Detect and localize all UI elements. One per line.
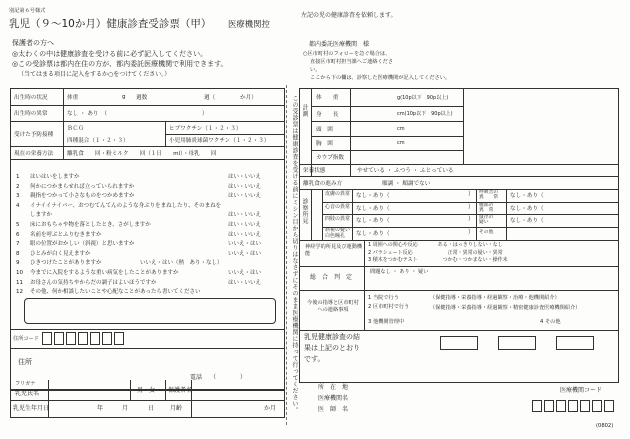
question-number: 5 [16, 222, 20, 228]
exam-side-label: 呼吸音の 異 常 [479, 189, 499, 200]
postal-digit-box[interactable] [42, 332, 52, 345]
exam-item-label: 斜視の疑い 白色瞳孔 [325, 227, 351, 239]
measure-label: 頭 囲 [316, 126, 333, 133]
birth-status-label: 出生時の状況 [14, 95, 48, 101]
child-sex[interactable]: 男・女 [137, 387, 156, 394]
measure-label: カウプ指数 [316, 155, 344, 161]
dob-label: 乳児生年月日 [13, 405, 50, 412]
postal-code-label: 住所コード [13, 336, 39, 342]
guardian-note-3: （当てはまる項目に記入をするか○をつけてください。） [18, 71, 171, 78]
vaccine-dtp[interactable]: 四種混合（１・２・３） [67, 138, 129, 144]
result-line-2: 果は上記のとおり [304, 344, 360, 352]
exam-item-label: 心音の異常 [325, 204, 351, 211]
birth-weight-unit: g [122, 94, 126, 100]
clinic-code-digit-box[interactable] [604, 400, 614, 412]
paren-close: ） [468, 191, 475, 198]
question-text: しますか [30, 212, 53, 219]
follow-note-1: ○区市町村のフォローを急ぐ場合は、 [303, 51, 391, 57]
postal-digit-box[interactable] [102, 332, 112, 345]
question-answer[interactable]: はい・いいえ [228, 212, 262, 219]
exam-side-label: 鼠径の 疑い [479, 214, 494, 225]
birth-abnormal-label: 出生時の異常 [14, 111, 48, 117]
question-text: 何かにつかまらせれば立っていられますか [30, 183, 135, 190]
phone-value[interactable]: （ ） [210, 374, 247, 381]
guidance-opt-2[interactable]: 2 区市町村で行う [368, 304, 410, 310]
guidance-opt-1[interactable]: 1 当院で行う [368, 295, 399, 301]
vaccine-bcg[interactable]: ＢＣＧ [67, 125, 84, 132]
question-text: ひきつけたことがありますか いいえ・はい（熱 あり・なし） [30, 260, 223, 267]
neuro-line[interactable]: 3 積木をつかむテスト つかむ・つかまない・操作未 [368, 257, 508, 263]
guardian-name-label: 保護者名 [168, 387, 193, 394]
phone-label: 電話 [190, 374, 203, 381]
question-text: その他、何か相談したいことや心配なことがあったら書いてください [30, 289, 201, 296]
clinic-code-label: 医療機関コード [560, 387, 603, 394]
measure-label: 胸 囲 [316, 141, 333, 147]
exam-side-value[interactable]: なし・あり（ [510, 193, 544, 199]
postal-digit-box[interactable] [90, 332, 100, 345]
question-text: 名前を呼ぶとふりむきますか [30, 231, 102, 238]
date-box[interactable] [440, 336, 478, 350]
clinic-code-digit-box[interactable] [580, 400, 590, 412]
guidance-opt-3[interactable]: 3 他機関管理中 [368, 319, 405, 325]
question-answer[interactable]: はい・いいえ [228, 231, 262, 238]
birth-month-unit: か月） [240, 95, 257, 101]
form-number: 別記第６号様式 [9, 8, 46, 14]
weaning-value[interactable]: 順調 ・ 順調でない [382, 180, 431, 187]
form-code: (0802) [596, 423, 614, 429]
neuro-label: 神経学的所見及び運動機能 [305, 244, 363, 257]
question-text: 床におもちゃや物を落としたとき、さがしますか [30, 222, 151, 228]
guidance-opt-2-detail: （保健指導・栄養指導・経過観察・精密健康診査医療機関紹介） [430, 305, 581, 311]
follow-note-2: 直接区市町村担当課へご連絡くださ [310, 59, 394, 65]
neuro-line[interactable]: 1 周囲への関心や反応 ある・はっきりしない・なし [368, 242, 503, 248]
child-info-box [10, 380, 285, 418]
measure-unit: g(10p以下 90p以上) [397, 94, 449, 101]
postal-digit-box[interactable] [78, 332, 88, 345]
exam-item-label: 皮膚の異常 [325, 191, 351, 198]
nutrition-value[interactable]: 離乳食 回・粉ミルク 回（１日 ml）・母乳 回 [67, 150, 217, 157]
question-text: お母さんの気持ちやからだの調子はよいほうですか [30, 279, 157, 286]
clinic-address-label: 所 在 地 [318, 384, 349, 391]
birth-weeks-unit: 週（ [204, 95, 216, 101]
dob-month[interactable]: 月 [122, 405, 129, 412]
judgement-value[interactable]: 問題なし ・ あり ・ 疑い [370, 269, 429, 275]
age-unit[interactable]: か月 [264, 405, 277, 412]
paren-close: ） [468, 216, 475, 223]
judgement-label: 総 合 判 定 [310, 274, 353, 281]
neuro-line[interactable]: 2 パラシュート反応 正常・異常の疑い・異常 [368, 249, 503, 256]
exam-item-value[interactable]: なし・あり（ [356, 193, 390, 199]
follow-note-3: い。 [310, 67, 321, 73]
measure-unit: cm [397, 140, 405, 146]
question-number: 3 [16, 193, 20, 200]
perforation-note: この受診票は健康診査を受ける前にミシン目から切りはなさずにそのまま医療機関に持って行ってください。 [291, 95, 298, 414]
question-answer[interactable]: はい・いいえ [228, 279, 262, 286]
guardian-note-1: ◎太わくの中は健康診査を受ける前に必ず記入してください。 [12, 50, 208, 58]
guidance-opt-1-detail: （保健指導・栄養指導・経過観察・治療・他機関紹介） [430, 295, 560, 301]
date-box[interactable] [498, 336, 536, 350]
measure-label: 体 重 [316, 95, 339, 101]
question-text: イナイイナイバー、おつむてんてんのような身ぶりをまねしたり、そのまねを [30, 202, 222, 209]
nutrition-state-label: 栄養状態 [303, 168, 326, 174]
guardian-heading: 保護者の方へ [12, 39, 54, 47]
institution-copy-label: 医療機関控 [228, 19, 270, 29]
vaccines-label: 受けた予防接種 [14, 131, 54, 138]
exam-item-label: 四肢の異常 [325, 216, 351, 223]
doctor-name-label: 医 師 名 [318, 406, 349, 413]
result-line-1: 乳児健康診査の結 [304, 333, 360, 341]
nutrition-label: 現在の栄養方法 [14, 150, 54, 157]
question-answer[interactable]: はい・いいえ [228, 174, 262, 180]
question-text: ひとみが白く見えますか [30, 250, 91, 257]
vaccine-pcv[interactable]: 小児用肺炎球菌ワクチン（１・２・３） [169, 138, 270, 144]
question-answer[interactable]: いいえ・はい [228, 241, 262, 248]
birth-weeks-label: 週数 [136, 95, 148, 101]
exam-side-label: 腹部の 異 常 [479, 202, 494, 213]
measure-unit: cm(10p以下 90p以上) [397, 111, 453, 117]
exam-item-value[interactable]: なし・あり（ [356, 218, 390, 224]
question-answer[interactable]: はい・いいえ [228, 222, 262, 228]
exam-side-value[interactable]: なし・あり（ [510, 206, 544, 212]
nutrition-state-value[interactable]: やせている ・ ふつう ・ ふとっている [357, 168, 454, 174]
consultation-textbox[interactable] [24, 298, 276, 324]
question-number: 9 [16, 260, 20, 267]
clinic-code-digit-box[interactable] [532, 400, 542, 412]
dob-year[interactable]: 年 [97, 405, 104, 412]
question-answer[interactable]: いいえ・はい [228, 250, 262, 257]
to-institution: 都内委託医療機関 様 [309, 41, 370, 48]
question-answer[interactable]: はい・いいえ [228, 183, 262, 190]
question-number: 11 [16, 279, 23, 286]
question-number: 8 [16, 250, 20, 257]
measure-label: 身 長 [316, 111, 339, 118]
clinic-name-label: 医療機関名 [318, 395, 349, 402]
clinic-code-digit-box[interactable] [568, 400, 578, 412]
furigana-label: フリガナ [15, 381, 36, 387]
exam-side-label: その他 [479, 230, 494, 236]
postal-digit-box[interactable] [66, 332, 76, 345]
vaccine-hib[interactable]: ヒブワクチン（１・２・３） [169, 125, 242, 132]
guidance-opt-4[interactable]: 4 その他 [540, 319, 561, 325]
exam-item-value[interactable]: なし・あり（ [356, 231, 390, 237]
question-number: 6 [16, 231, 20, 238]
perforation-line [286, 85, 287, 425]
question-text: はいはいをしますか [30, 174, 80, 180]
paren-close: ） [468, 229, 475, 236]
question-number: 12 [16, 289, 23, 296]
request-text: 左記の児の健康診査を依頼します。 [301, 12, 397, 19]
clinic-fill-note: ここから下の欄は、診察した医療機関が記入してください。 [310, 75, 451, 81]
guidance-label: 今後の指導と区市町村への連絡事項 [307, 300, 359, 313]
question-number: 4 [16, 202, 20, 209]
guardian-note-2: ◎この受診票は都内在住の方が、都内委託医療機関で利用できます。 [12, 60, 228, 68]
age-label: 月齢 [170, 405, 183, 412]
child-name-label: 乳児氏名 [15, 390, 40, 397]
question-number: 2 [16, 183, 20, 190]
result-line-3: です。 [304, 355, 325, 363]
question-number: 10 [16, 270, 23, 276]
clinic-code-digit-box[interactable] [592, 400, 602, 412]
measure-group-label: 計測 [301, 104, 308, 117]
birth-weight-label: 体重 [67, 95, 79, 101]
clinic-code-digit-box[interactable] [556, 400, 566, 412]
question-number: 1 [16, 174, 20, 180]
postal-digit-box[interactable] [114, 332, 124, 345]
question-answer[interactable]: いいえ・はい [228, 270, 262, 276]
exam-group-label: 診察所見 [301, 198, 308, 224]
measure-unit: cm [397, 125, 405, 132]
clinic-code-digit-box[interactable] [544, 400, 554, 412]
address-label: 住所 [18, 358, 32, 366]
question-number: 7 [16, 241, 20, 248]
exam-item-value[interactable]: なし・あり（ [356, 206, 390, 212]
weaning-label: 離乳食の進み方 [303, 180, 343, 187]
paren-close: ） [468, 204, 475, 211]
exam-side-value[interactable]: なし・あり（ [510, 218, 544, 224]
postal-digit-box[interactable] [54, 332, 64, 345]
birth-abnormal-value[interactable]: なし ・ あり （ ） [67, 111, 208, 117]
question-answer[interactable]: はい・いいえ [228, 193, 262, 200]
question-text: 今までに入院をするような重い病気をしたことがありますか [30, 270, 179, 276]
form-title: 乳児（９～10か月）健康診査受診票（甲） [9, 18, 212, 30]
dob-day[interactable]: 日 [148, 405, 155, 412]
question-text: 親指をつかって小さなものをつかめますか [30, 193, 135, 200]
date-box[interactable] [556, 336, 594, 350]
question-text: 眼の位置がおかしい（斜視）と思いますか [30, 241, 135, 248]
